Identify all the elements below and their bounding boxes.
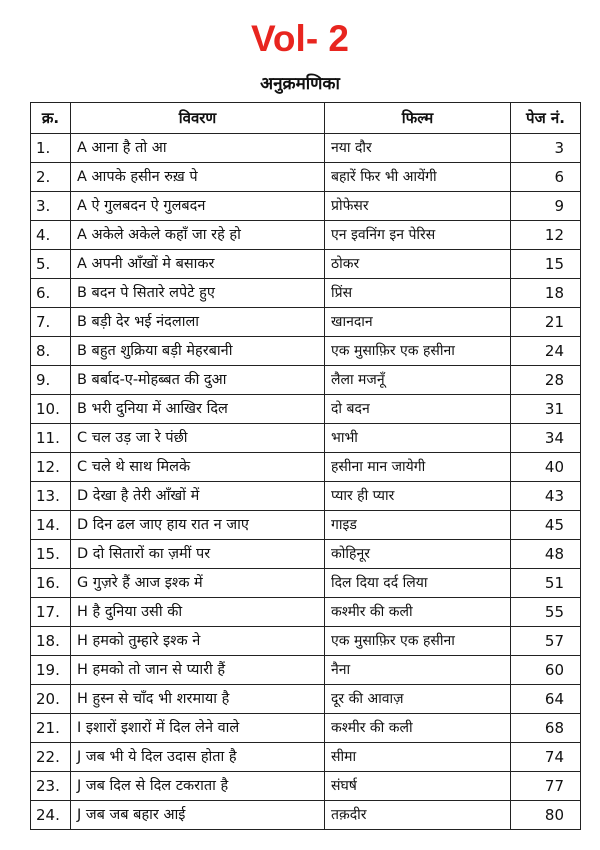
page-number: 80	[511, 801, 581, 830]
song-title: B भरी दुनिया में आखिर दिल	[71, 395, 325, 424]
page-number: 55	[511, 598, 581, 627]
table-row	[31, 482, 581, 511]
song-title: C चल उड़ जा रे पंछी	[71, 424, 325, 453]
page-number: 40	[511, 453, 581, 482]
film-name: प्यार ही प्यार	[325, 482, 511, 511]
song-title: B बर्बाद-ए-मोहब्बत की दुआ	[71, 366, 325, 395]
row-number: 24.	[31, 801, 71, 830]
page-number: 24	[511, 337, 581, 366]
table-row	[31, 337, 581, 366]
film-name: ठोकर	[325, 250, 511, 279]
row-number: 15.	[31, 540, 71, 569]
row-number: 11.	[31, 424, 71, 453]
table-row	[31, 685, 581, 714]
song-title: J जब दिल से दिल टकराता है	[71, 772, 325, 801]
film-name: एक मुसाफ़िर एक हसीना	[325, 337, 511, 366]
table-row	[31, 656, 581, 685]
column-header-page: पेज नं.	[511, 103, 581, 134]
page-number: 12	[511, 221, 581, 250]
row-number: 4.	[31, 221, 71, 250]
table-row	[31, 511, 581, 540]
film-name: एक मुसाफ़िर एक हसीना	[325, 627, 511, 656]
table-row	[31, 743, 581, 772]
song-title: H हमको तुम्हारे इश्क ने	[71, 627, 325, 656]
table-row	[31, 163, 581, 192]
row-number: 1.	[31, 134, 71, 163]
page-number: 18	[511, 279, 581, 308]
page-number: 64	[511, 685, 581, 714]
table-row	[31, 714, 581, 743]
song-title: A अकेले अकेले कहाँ जा रहे हो	[71, 221, 325, 250]
table-row	[31, 134, 581, 163]
column-header-number: क्र.	[31, 103, 71, 134]
page-number: 45	[511, 511, 581, 540]
row-number: 5.	[31, 250, 71, 279]
film-name: दो बदन	[325, 395, 511, 424]
film-name: कोहिनूर	[325, 540, 511, 569]
page-number: 15	[511, 250, 581, 279]
row-number: 13.	[31, 482, 71, 511]
film-name: कश्मीर की कली	[325, 714, 511, 743]
film-name: सीमा	[325, 743, 511, 772]
film-name: प्रिंस	[325, 279, 511, 308]
table-row	[31, 772, 581, 801]
film-name: भाभी	[325, 424, 511, 453]
song-title: A आना है तो आ	[71, 134, 325, 163]
table-header-row	[31, 103, 581, 134]
page-number: 74	[511, 743, 581, 772]
row-number: 7.	[31, 308, 71, 337]
film-name: खानदान	[325, 308, 511, 337]
table-row	[31, 221, 581, 250]
table-row	[31, 627, 581, 656]
film-name: कश्मीर की कली	[325, 598, 511, 627]
table-row	[31, 424, 581, 453]
table-row	[31, 395, 581, 424]
page-number: 57	[511, 627, 581, 656]
song-title: J जब भी ये दिल उदास होता है	[71, 743, 325, 772]
row-number: 9.	[31, 366, 71, 395]
row-number: 2.	[31, 163, 71, 192]
index-table	[30, 102, 581, 830]
column-header-description: विवरण	[71, 103, 325, 134]
page-number: 6	[511, 163, 581, 192]
film-name: लैला मजनूँ	[325, 366, 511, 395]
film-name: संघर्ष	[325, 772, 511, 801]
song-title: D देखा है तेरी आँखों में	[71, 482, 325, 511]
row-number: 19.	[31, 656, 71, 685]
song-title: C चले थे साथ मिलके	[71, 453, 325, 482]
row-number: 23.	[31, 772, 71, 801]
page-number: 60	[511, 656, 581, 685]
song-title: B बदन पे सितारे लपेटे हुए	[71, 279, 325, 308]
table-row	[31, 801, 581, 830]
row-number: 18.	[31, 627, 71, 656]
row-number: 21.	[31, 714, 71, 743]
page-number: 34	[511, 424, 581, 453]
row-number: 14.	[31, 511, 71, 540]
song-title: H हमको तो जान से प्यारी हैं	[71, 656, 325, 685]
film-name: एन इवनिंग इन पेरिस	[325, 221, 511, 250]
song-title: G गुज़रे हैं आज इश्क में	[71, 569, 325, 598]
table-body	[31, 134, 581, 830]
film-name: हसीना मान जायेगी	[325, 453, 511, 482]
song-title: D दिन ढल जाए हाय रात न जाए	[71, 511, 325, 540]
row-number: 20.	[31, 685, 71, 714]
column-header-film: फिल्म	[325, 103, 511, 134]
song-title: H हुस्न से चाँद भी शरमाया है	[71, 685, 325, 714]
film-name: नया दौर	[325, 134, 511, 163]
volume-title: Vol- 2	[251, 18, 349, 59]
film-name: बहारें फिर भी आयेंगी	[325, 163, 511, 192]
row-number: 10.	[31, 395, 71, 424]
table-row	[31, 540, 581, 569]
page-number: 77	[511, 772, 581, 801]
page-number: 3	[511, 134, 581, 163]
page-number: 51	[511, 569, 581, 598]
table-row	[31, 569, 581, 598]
page-number: 9	[511, 192, 581, 221]
song-title: B बहुत शुक्रिया बड़ी मेहरबानी	[71, 337, 325, 366]
film-name: गाइड	[325, 511, 511, 540]
song-title: A अपनी आँखों मे बसाकर	[71, 250, 325, 279]
table-row	[31, 250, 581, 279]
film-name: तक़दीर	[325, 801, 511, 830]
page-number: 31	[511, 395, 581, 424]
row-number: 8.	[31, 337, 71, 366]
page-number: 48	[511, 540, 581, 569]
film-name: दूर की आवाज़	[325, 685, 511, 714]
table-row	[31, 366, 581, 395]
row-number: 16.	[31, 569, 71, 598]
table-row	[31, 192, 581, 221]
page-number: 21	[511, 308, 581, 337]
film-name: नैना	[325, 656, 511, 685]
song-title: J जब जब बहार आई	[71, 801, 325, 830]
song-title: B बड़ी देर भई नंदलाला	[71, 308, 325, 337]
song-title: I इशारों इशारों में दिल लेने वाले	[71, 714, 325, 743]
table-row	[31, 453, 581, 482]
film-name: प्रोफेसर	[325, 192, 511, 221]
song-title: A ऐ गुलबदन ऐ गुलबदन	[71, 192, 325, 221]
row-number: 17.	[31, 598, 71, 627]
song-title: H है दुनिया उसी की	[71, 598, 325, 627]
song-title: D दो सितारों का ज़मीं पर	[71, 540, 325, 569]
page-number: 43	[511, 482, 581, 511]
row-number: 22.	[31, 743, 71, 772]
table-row	[31, 308, 581, 337]
film-name: दिल दिया दर्द लिया	[325, 569, 511, 598]
row-number: 12.	[31, 453, 71, 482]
row-number: 6.	[31, 279, 71, 308]
page-number: 28	[511, 366, 581, 395]
table-row	[31, 279, 581, 308]
page-number: 68	[511, 714, 581, 743]
table-row	[31, 598, 581, 627]
index-heading: अनुक्रमणिका	[260, 74, 340, 94]
song-title: A आपके हसीन रुख़ पे	[71, 163, 325, 192]
row-number: 3.	[31, 192, 71, 221]
